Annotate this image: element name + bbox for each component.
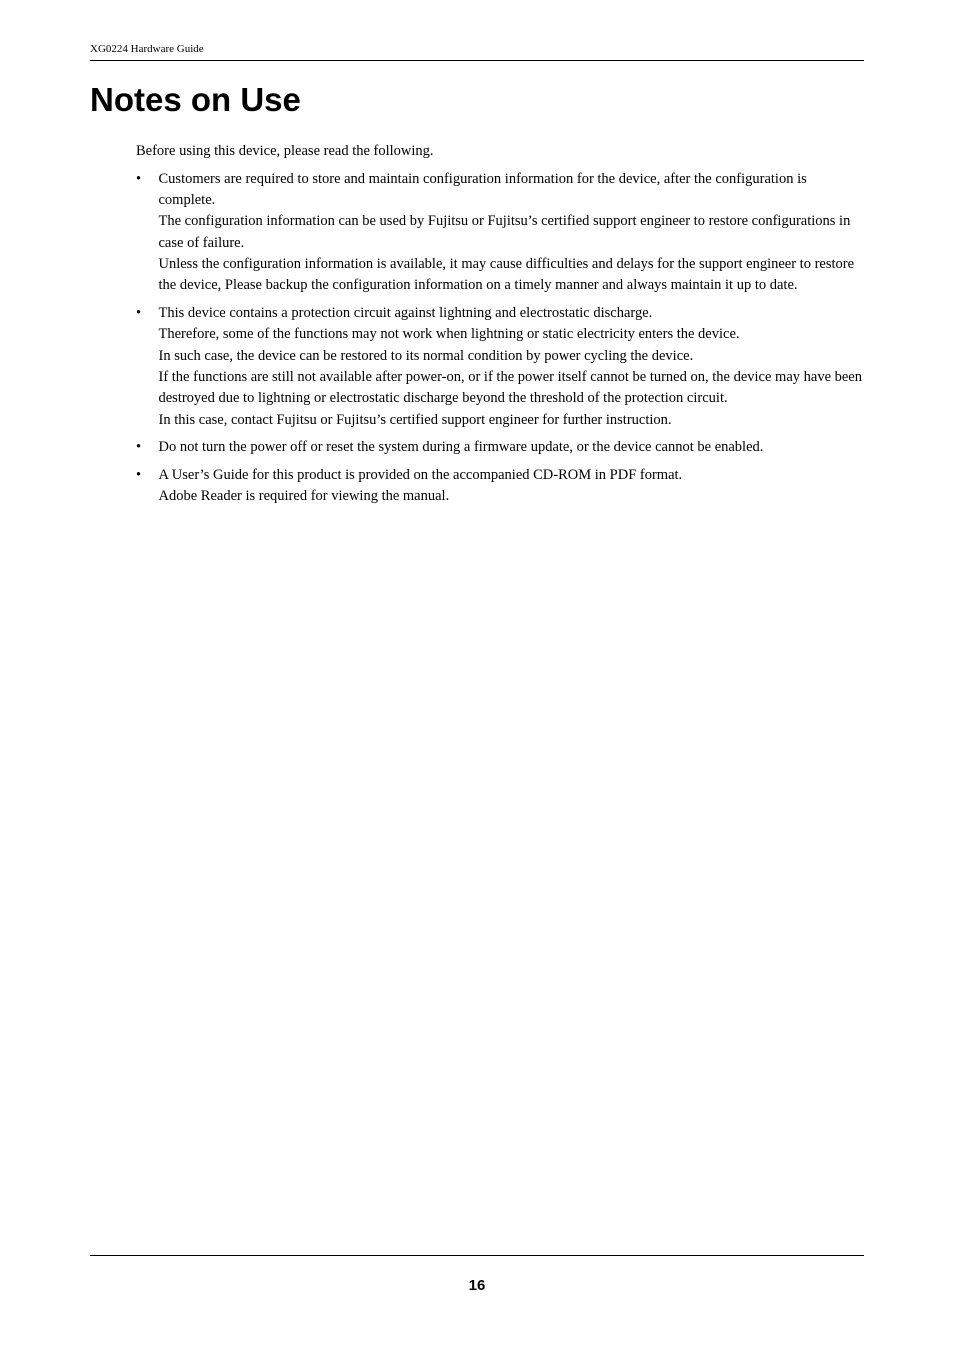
running-header: XG0224 Hardware Guide xyxy=(90,43,204,55)
page-title: Notes on Use xyxy=(90,81,301,118)
note-line: Therefore, some of the functions may not work when lightning or static electricity enters the device. xyxy=(158,326,740,343)
note-line: In such case, the device can be restored to its normal condition by power cycling the device. xyxy=(158,347,694,364)
bullet-icon: • xyxy=(136,305,142,322)
notes-list xyxy=(136,169,864,508)
note-line: Unless the configuration information is available, it may cause difficulties and delays for the support engineer to restore the device, Please backup the configuration information on a timely manner and always maintain it up to date. xyxy=(158,255,855,294)
note-line: A User’s Guide for this product is provided on the accompanied CD-ROM in PDF format. xyxy=(158,467,683,484)
note-line: Adobe Reader is required for viewing the manual. xyxy=(158,488,450,505)
bullet-icon: • xyxy=(136,467,142,484)
note-line: In this case, contact Fujitsu or Fujitsu’s certified support engineer for further instruction. xyxy=(158,411,672,428)
note-line: Customers are required to store and maintain configuration information for the device, after the configuration is complete. xyxy=(158,170,807,209)
note-line: If the functions are still not available after power-on, or if the power itself cannot be turned on, the device may have been destroyed due to lightning or electrostatic discharge beyond the threshold of the protection circuit. xyxy=(158,368,862,407)
bullet-icon: • xyxy=(136,439,142,456)
note-item-firmware-update xyxy=(136,437,864,458)
note-item-users-guide xyxy=(136,465,864,508)
page-number: 16 xyxy=(468,1277,486,1294)
note-line: This device contains a protection circuit against lightning and electrostatic discharge. xyxy=(158,305,653,322)
header-rule xyxy=(90,60,864,61)
page-body xyxy=(136,141,864,514)
bullet-icon: • xyxy=(136,170,142,187)
note-line: The configuration information can be used by Fujitsu or Fujitsu’s certified support engineer to restore configurations in case of failure. xyxy=(158,213,851,251)
footer-rule xyxy=(90,1255,864,1256)
note-item-configuration xyxy=(136,169,864,297)
note-line: Do not turn the power off or reset the system during a firmware update, or the device cannot be enabled. xyxy=(158,439,764,456)
intro-paragraph: Before using this device, please read the following. xyxy=(136,143,434,159)
note-item-protection-circuit xyxy=(136,303,864,431)
